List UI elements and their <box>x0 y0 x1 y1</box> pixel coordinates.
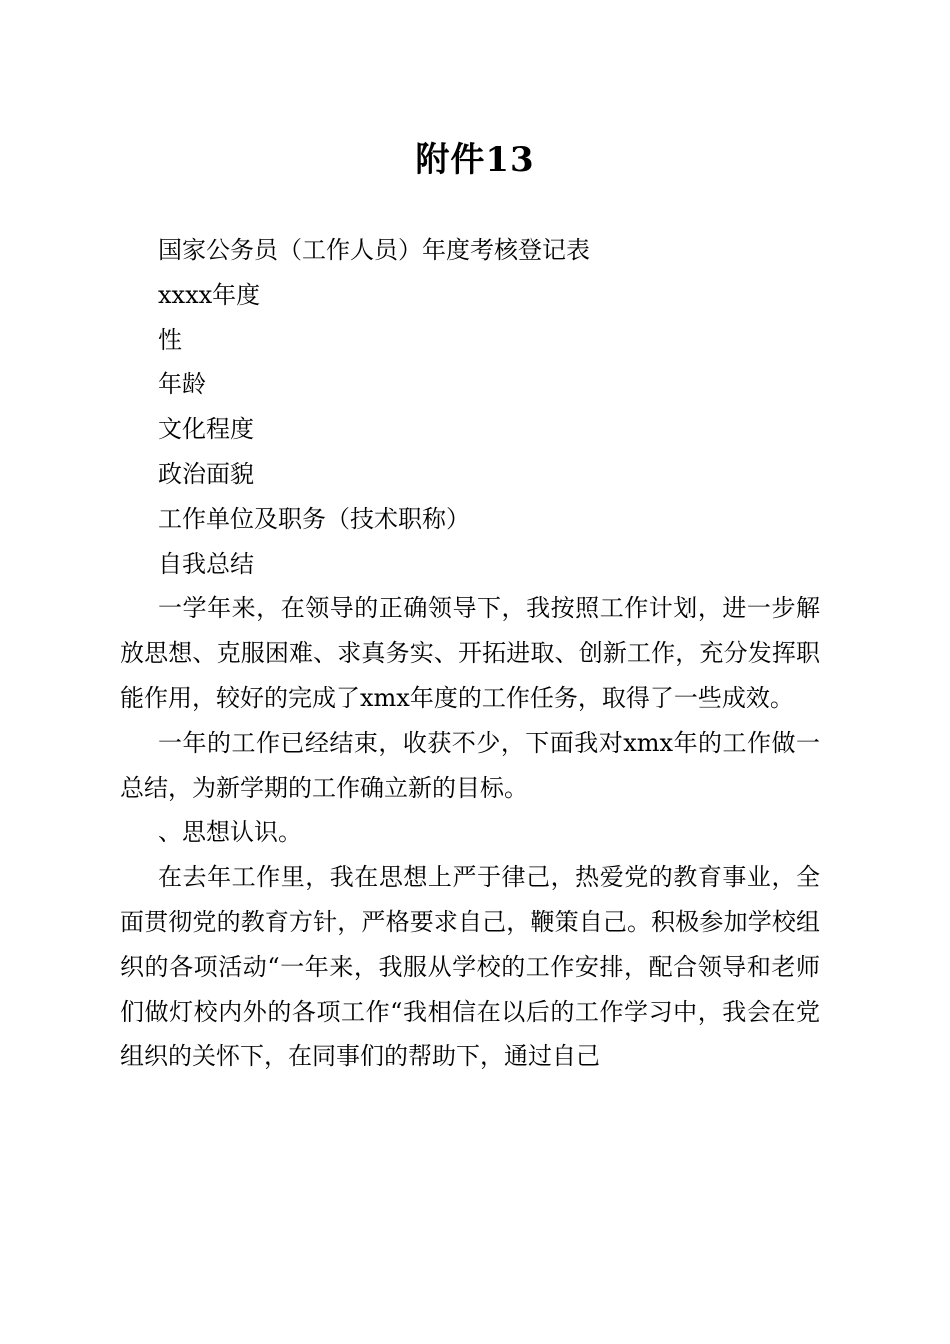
work-unit-label: 工作单位及职务（技术职称） <box>158 504 470 533</box>
year-line: xxxx年度 <box>158 280 261 309</box>
self-summary-heading: 自我总结 <box>158 549 254 578</box>
summary-paragraph-1: 一学年来，在领导的正确领导下，我按照工作计划，进一步解放思想、克服困难、求真务实、开拓进取、创新工作，充分发挥职能作用，较好的完成了xmx年度的工作任务，取得了一些成效。 <box>120 594 820 712</box>
page-title: 附件13 <box>415 140 535 180</box>
form-title-line: 国家公务员（工作人员）年度考核登记表 <box>158 236 590 264</box>
age-label: 年龄 <box>158 370 206 399</box>
education-label: 文化程度 <box>158 415 254 444</box>
section-heading-thought: 、思想认识。 <box>158 818 302 847</box>
document-body <box>120 228 820 1079</box>
summary-paragraph-3: 在去年工作里，我在思想上严于律己，热爱党的教育事业，全面贯彻党的教育方针，严格要求自己，鞭策自己。积极参加学校组织的各项活动“一年来，我服从学校的工作安排，配合领导和老师们做灯校内外的各项工作“我相信在以后的工作学习中，我会在党组织的关怀下，在同事们的帮助下，通过自己 <box>120 863 820 1071</box>
summary-paragraph-2: 一年的工作已经结束，收获不少，下面我对xmx年的工作做一总结，为新学期的工作确立新的目标。 <box>120 728 820 802</box>
political-status-label: 政治面貌 <box>158 459 254 488</box>
gender-label: 性 <box>158 325 182 354</box>
